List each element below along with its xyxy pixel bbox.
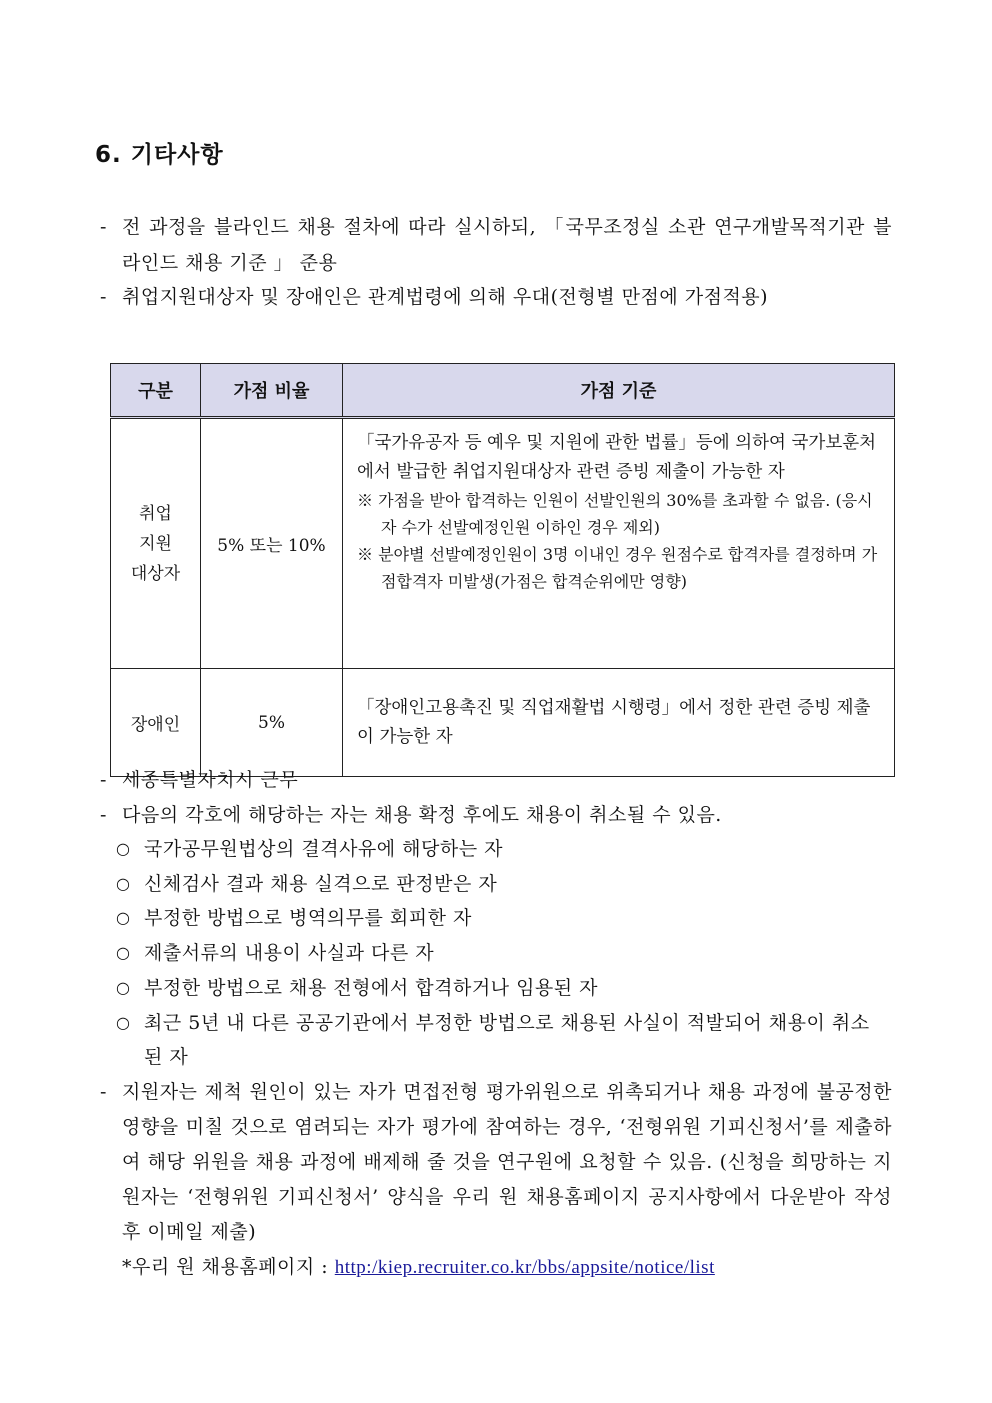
circle-bullet-icon: ○ [116,978,130,997]
list-item-text: 부정한 방법으로 채용 전형에서 합격하거나 임용된 자 [144,977,599,999]
circle-bullet-icon: ○ [116,874,130,893]
homepage-label: *우리 원 채용홈페이지 : [122,1256,335,1278]
criteria-text: 「국가유공자 등 예우 및 지원에 관한 법률」등에 의하여 국가보훈처에서 발급한 취업지원대상자 관련 증빙 제출이 가능한 자 [357,433,877,482]
header-category: 구분 [111,364,201,418]
intro-text-bonus: 취업지원대상자 및 장애인은 관계법령에 의해 우대(전형별 만점에 가점적용) [122,286,769,308]
table-row [111,669,895,777]
circle-bullet-icon: ○ [116,1013,130,1032]
category-cell [111,669,201,777]
header-ratio: 가점 비율 [201,364,343,418]
list-item-text: 최근 5년 내 다른 공공기관에서 부정한 방법으로 채용된 사실이 적발되어 채용이 취소된 자 [144,1012,870,1068]
dash-marker: - [100,804,107,826]
circle-bullet-icon: ○ [116,908,130,927]
dash-marker: - [100,286,107,308]
bonus-points-table [110,363,895,777]
category-line: 지원 [139,533,172,554]
table-header-row [111,364,895,418]
recusal-paragraph [100,1075,892,1250]
homepage-text [100,1249,892,1286]
homepage-line [100,1249,892,1286]
intro-paragraph-blind [100,209,892,281]
header-criteria: 가점 기준 [343,364,895,418]
section-title: 6. 기타사항 [95,142,224,168]
ratio-cell: 5% 또는 10% [201,418,343,669]
list-item [116,832,876,866]
list-item-text: 부정한 방법으로 병역의무를 회피한 자 [144,907,472,929]
criteria-note: ※ 분야별 선발예정인원이 3명 이내인 경우 원점수로 합격자를 결정하며 가점합격자 미발생(가점은 합격순위에만 영향) [357,545,878,591]
circle-bullet-icon: ○ [116,943,130,962]
list-item-text: 국가공무원법상의 결격사유에 해당하는 자 [144,838,503,860]
criteria-text: 「장애인고용촉진 및 직업재활법 시행령」에서 정한 관련 증빙 제출이 가능한 자 [357,697,871,747]
category-line: 대상자 [130,563,181,584]
recusal-text: 지원자는 제척 원인이 있는 자가 면접전형 평가위원으로 위촉되거나 채용 과정에 불공정한 영향을 미칠 것으로 염려되는 자가 평가에 참여하는 경우, ‘전형위원 기피신청서’를 제출하여 해당 위원을 채용 과정에 배제해 줄 것을 연구원에 요청할 수 있음. (신청을 희망하는 지원자는 ‘전형위원 기피신청서’ 양식을 우리 원 채용홈페이지 공지사항에서 다운받아 작성 후 이메일 제출) [122,1081,892,1243]
dash-marker: - [100,1081,107,1103]
table-row [111,418,895,669]
category-line: 장애인 [130,715,181,735]
category-line: 취업 [139,503,172,524]
location-paragraph [100,762,892,798]
intro-paragraph-bonus [100,279,892,315]
homepage-link[interactable]: http:/kiep.recruiter.co.kr/bbs/appsite/notice/list [334,1257,715,1278]
category-cell [111,418,201,669]
criteria-cell [343,669,895,777]
dash-marker: - [100,216,107,238]
criteria-cell [343,418,895,669]
location-text: 세종특별자치시 근무 [122,769,299,791]
cancel-intro-text: 다음의 각호에 해당하는 자는 채용 확정 후에도 채용이 취소될 수 있음. [122,804,722,826]
list-item-text: 제출서류의 내용이 사실과 다른 자 [144,942,435,964]
list-item [116,971,876,1005]
list-item [116,1006,876,1074]
list-item [116,901,876,935]
list-item [116,867,876,901]
intro-text-blind: 전 과정을 블라인드 채용 절차에 따라 실시하되, 「국무조정실 소관 연구개발목적기관 블라인드 채용 기준 」 준용 [122,216,892,274]
criteria-note: ※ 가점을 받아 합격하는 인원이 선발인원의 30%를 초과할 수 없음. (응시자 수가 선발예정인원 이하인 경우 제외) [357,491,873,537]
list-item [116,936,876,970]
ratio-cell: 5% [201,669,343,777]
dash-marker: - [100,769,107,791]
list-item-text: 신체검사 결과 채용 실격으로 판정받은 자 [144,873,498,895]
circle-bullet-icon: ○ [116,839,130,858]
cancel-intro-paragraph [100,797,892,833]
